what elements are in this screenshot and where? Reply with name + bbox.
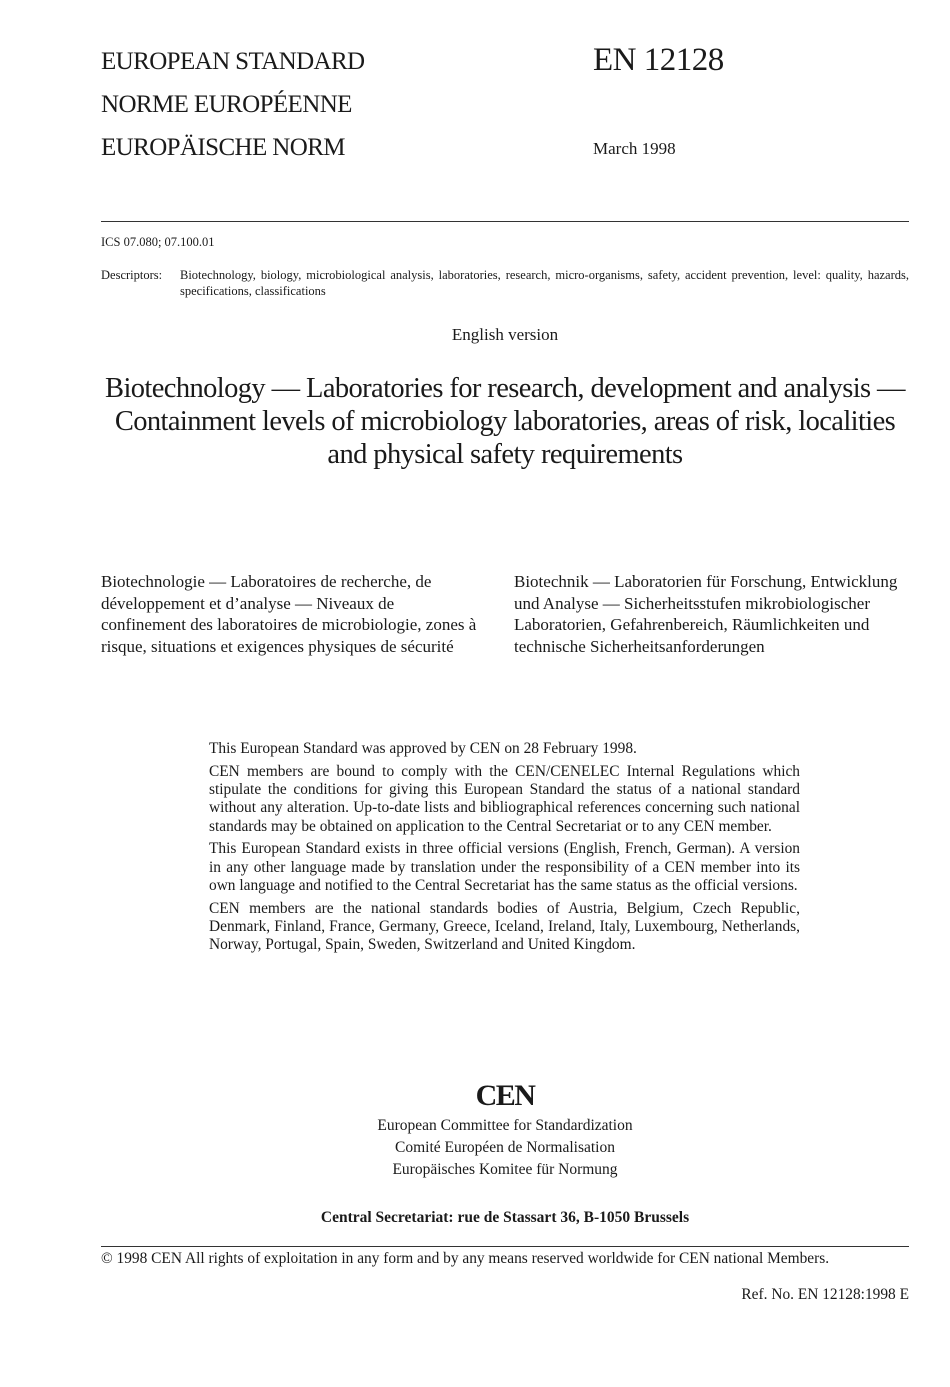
members-paragraph: CEN members are the national standards bodies of Austria, Belgium, Czech Republic, Denmark, Finland, France, Germany, Greece, Iceland, Ireland, Italy, Luxembourg, Netherlands, Norway, Portugal, Spain, Sweden, Switzerland and United Kingdom. bbox=[209, 899, 800, 954]
reference-number: Ref. No. EN 12128:1998 E bbox=[741, 1286, 909, 1303]
copyright-notice: © 1998 CEN All rights of exploitation in any form and by any means reserved worldwide for CEN national Members. bbox=[101, 1250, 830, 1267]
document-title-english: Biotechnology — Laboratories for research, development and analysis — Containment levels of microbiology laboratories, areas of risk, localities and physical safety requirements bbox=[105, 373, 905, 470]
document-title-german: Biotechnik — Laboratorien für Forschung, Entwicklung und Analyse — Sicherheitsstufen mikrobiologischer Laboratorien, Gefahrenbereich, Räumlichkeiten und technische Sicherheitsanforderungen bbox=[514, 572, 898, 657]
organization-name-english: European Committee for Standardization bbox=[377, 1117, 633, 1134]
descriptors-block bbox=[101, 267, 909, 299]
standard-label-french: NORME EUROPÉENNE bbox=[101, 91, 352, 118]
official-versions-paragraph: This European Standard exists in three official versions (English, French, German). A version in any other language made by translation under the responsibility of a CEN member into its own language and notified to the Central Secretariat has the same status as the official versions. bbox=[209, 840, 800, 895]
standard-label-english: EUROPEAN STANDARD bbox=[101, 48, 365, 75]
approval-notice bbox=[209, 740, 800, 959]
standard-number: EN 12128 bbox=[593, 42, 724, 78]
cen-logo: CEN bbox=[475, 1079, 535, 1112]
standard-label-german: EUROPÄISCHE NORM bbox=[101, 134, 345, 161]
secretariat-address: Central Secretariat: rue de Stassart 36, B-1050 Brussels bbox=[320, 1209, 690, 1226]
approval-date-paragraph: This European Standard was approved by CEN on 28 February 1998. bbox=[209, 740, 637, 757]
language-version: English version bbox=[451, 325, 559, 344]
organization-name-french: Comité Européen de Normalisation bbox=[395, 1139, 615, 1156]
descriptors-label: Descriptors: bbox=[101, 268, 163, 282]
header-divider bbox=[101, 221, 909, 222]
footer-divider bbox=[101, 1246, 909, 1247]
publication-date: March 1998 bbox=[593, 139, 676, 158]
organization-name-german: Europäisches Komitee für Normung bbox=[392, 1161, 618, 1178]
descriptors-text: Biotechnology, biology, microbiological analysis, laboratories, research, micro-organisms, safety, accident prevention, level: quality, hazards, specifications, classifications bbox=[180, 268, 909, 298]
ics-codes: ICS 07.080; 07.100.01 bbox=[101, 235, 215, 249]
document-title-french: Biotechnologie — Laboratoires de recherche, de développement et d’analyse — Niveaux de confinement des laboratoires de microbiologie, zones à risque, situations et exigences physiques de sécurité bbox=[101, 572, 477, 657]
compliance-paragraph: CEN members are bound to comply with the CEN/CENELEC Internal Regulations which stipulate the conditions for giving this European Standard the status of a national standard without any alteration. Up-to-date lists and bibliographical references concerning such national standards may be obtained on application to the Central Secretariat or to any CEN member. bbox=[209, 762, 800, 835]
